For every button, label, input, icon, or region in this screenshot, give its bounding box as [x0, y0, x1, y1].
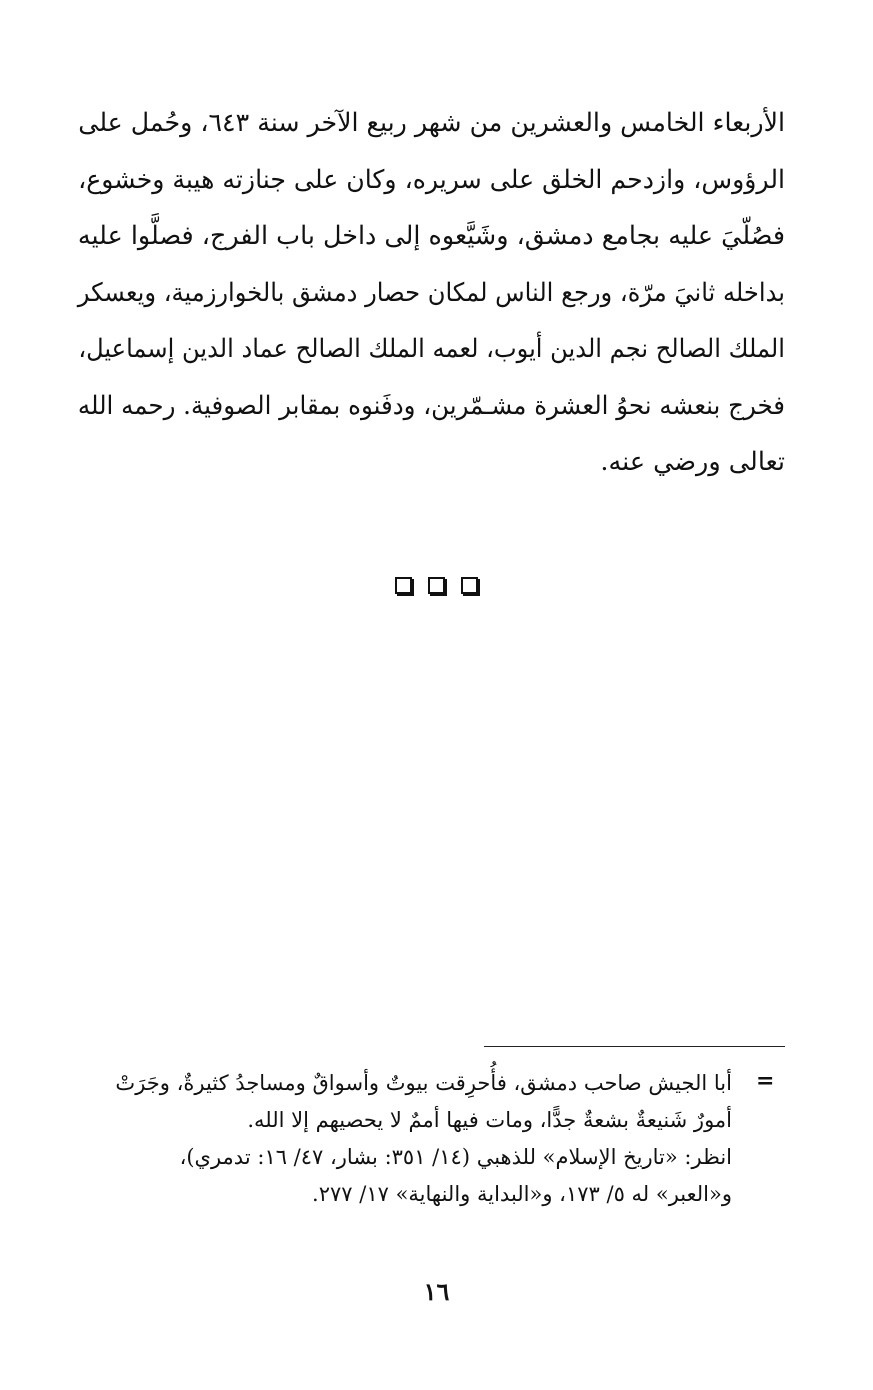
main-body-text — [78, 95, 785, 491]
footnote-text — [78, 1065, 732, 1213]
footnote-line: أبا الجيش صاحب دمشق، فأُحرِقت بيوتٌ وأسواقٌ ومساجدُ كثيرةٌ، وجَرَتْ — [115, 1071, 732, 1095]
body-line: فخرج بنعشه نحوُ العشرة مشـمّرين، ودفَنوه بمقابر الصوفية. رحمه الله — [77, 390, 786, 421]
section-separator — [0, 577, 873, 594]
footnote-line: و«العبر» له ٥/ ١٧٣، و«البداية والنهاية» ١٧/ ٢٧٧. — [312, 1182, 732, 1206]
body-line: الأربعاء الخامس والعشرين من شهر ربيع الآخر سنة ٦٤٣، وحُمل على — [78, 108, 786, 138]
footnote-line: انظر: «تاريخ الإسلام» للذهبي (١٤/ ٣٥١: بشار، ٤٧/ ١٦: تدمري)، — [179, 1145, 732, 1169]
body-line-last: تعالى ورضي عنه. — [600, 447, 785, 477]
body-line: الرؤوس، وازدحم الخلق على سريره، وكان على جنازته هيبة وخشوع، — [78, 164, 786, 195]
page-number: ١٦ — [423, 1277, 450, 1306]
separator-square-icon — [428, 577, 445, 594]
body-line: الملك الصالح نجم الدين أيوب، لعمه الملك الصالح عماد الدين إسماعيل، — [78, 334, 786, 364]
body-line: بداخله ثانيَ مرّة، ورجع الناس لمكان حصار دمشق بالخوارزمية، ويعسكر — [77, 277, 785, 308]
footnote-divider — [484, 1046, 785, 1047]
body-line: فصُلّيَ عليه بجامع دمشق، وشَيَّعوه إلى داخل باب الفرج، فصلَّوا عليه — [77, 221, 785, 251]
separator-square-icon — [395, 577, 412, 594]
footnote-line: أمورٌ شَنيعةٌ بشعةٌ جدًّا، ومات فيها أممٌ لا يحصيهم إلا الله. — [247, 1108, 732, 1132]
separator-square-icon — [461, 577, 478, 594]
footnote-continuation-mark: = — [756, 1068, 775, 1094]
